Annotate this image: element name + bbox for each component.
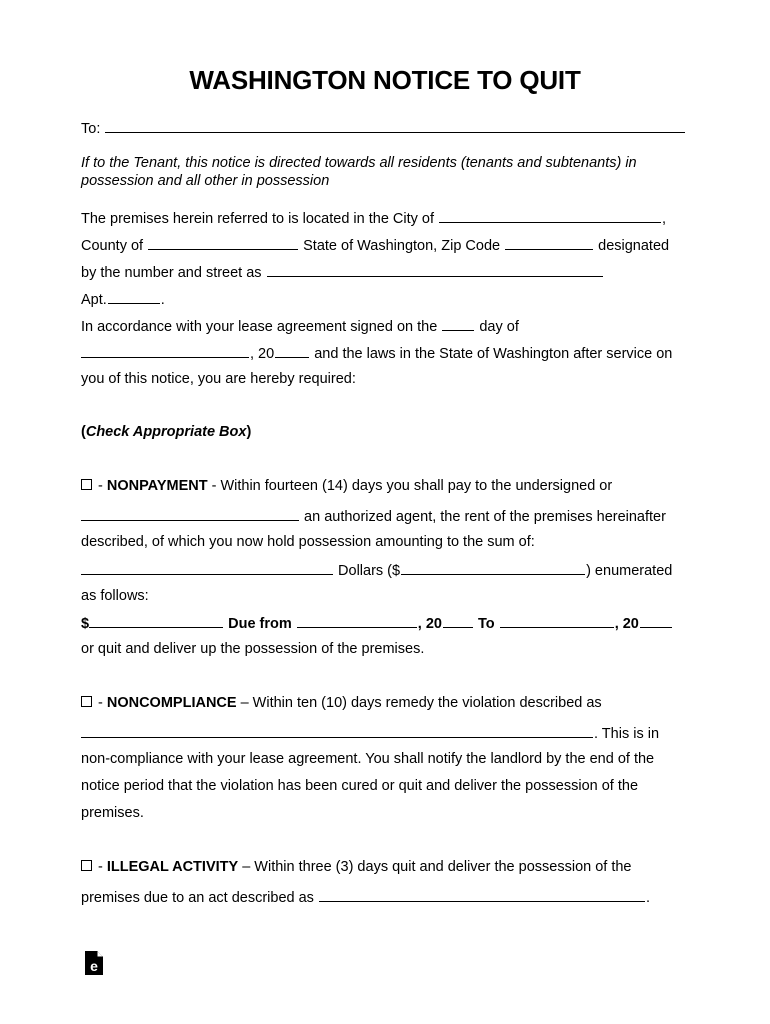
tenant-note: If to the Tenant, this notice is directed towards all residents (tenants and subtenants) in possession and all other in possession [81, 155, 637, 189]
county-label: County of [81, 238, 144, 254]
enumerated-text: ) enumerated [586, 563, 673, 579]
twenty-text-2: , 20 [614, 616, 639, 632]
illegal-text-1: – Within three (3) days quit and deliver the possession of the [238, 859, 632, 875]
due-from-year-blank[interactable] [443, 613, 473, 628]
noncompliance-line-1: - NONCOMPLIANCE – Within ten (10) days remedy the violation described as [81, 694, 602, 712]
eforms-logo-icon [84, 950, 104, 976]
noncompliance-text-3: non-compliance with your lease agreement. You shall notify the landlord by the end of the [81, 751, 655, 767]
designated-text: designated [598, 238, 670, 254]
lease-day-blank[interactable] [442, 316, 474, 331]
day-of-text: day of [479, 319, 519, 335]
nonpayment-line-2 [81, 506, 666, 526]
due-from-text: Due from [228, 616, 292, 632]
nonpayment-text-2: an authorized agent, the rent of the premises hereinafter [304, 509, 666, 525]
as-follows-text: as follows: [81, 588, 149, 604]
nonpayment-line-1: - NONPAYMENT - Within fourteen (14) days you shall pay to the undersigned or [81, 477, 612, 495]
lease-month-blank[interactable] [81, 343, 249, 358]
lease-line [81, 316, 519, 336]
nonpayment-line-4 [81, 560, 672, 580]
year-prefix: , 20 [250, 346, 275, 362]
city-line: The premises herein referred to is located in the City of , [81, 208, 666, 228]
nonpayment-label: NONPAYMENT [106, 478, 208, 494]
to-blank[interactable] [105, 118, 685, 133]
nonpayment-quit-text: or quit and deliver up the possession of the premises. [81, 641, 425, 657]
check-heading: (Check Appropriate Box) [81, 424, 252, 440]
nonpayment-line-6: $ Due from , 20 To , 20 [81, 613, 673, 633]
due-to-blank[interactable] [500, 613, 614, 628]
noncompliance-text-1: – Within ten (10) days remedy the violation described as [236, 695, 602, 711]
illegal-text-2: premises due to an act described as [81, 890, 314, 906]
apt-label: Apt. [81, 292, 107, 308]
nonpayment-text-3: described, of which you now hold possession amounting to the sum of: [81, 534, 535, 550]
noncompliance-text-2: . This is in [594, 726, 660, 742]
agent-blank[interactable] [81, 506, 299, 521]
to-label: To: [81, 121, 101, 137]
sum-words-blank[interactable] [81, 560, 333, 575]
check-heading-text: Check Appropriate Box [85, 424, 247, 440]
noncompliance-text-5: premises. [81, 805, 144, 821]
state-zip-text: State of Washington, Zip Code [303, 238, 501, 254]
svg-text:e: e [90, 958, 98, 974]
illegal-act-blank[interactable] [319, 887, 645, 902]
zip-blank[interactable] [505, 235, 593, 250]
illegal-label: ILLEGAL ACTIVITY [106, 859, 239, 875]
dollars-text: Dollars ($ [338, 563, 401, 579]
noncompliance-text-4: notice period that the violation has been cured or quit and deliver the possession of the [81, 778, 639, 794]
sum-amount-blank[interactable] [401, 560, 585, 575]
to-text: To [478, 616, 495, 632]
violation-blank[interactable] [81, 723, 593, 738]
illegal-checkbox[interactable] [81, 860, 92, 871]
due-to-year-blank[interactable] [640, 613, 672, 628]
county-line [81, 235, 669, 255]
street-blank[interactable] [267, 262, 603, 277]
lease-date-line [81, 343, 672, 363]
city-blank[interactable] [439, 208, 661, 223]
required-text: you of this notice, you are hereby required: [81, 371, 356, 387]
apt-blank[interactable] [108, 289, 160, 304]
apt-line: Apt. . [81, 289, 165, 309]
nonpayment-text-1: - Within fourteen (14) days you shall pay to the undersigned or [207, 478, 613, 494]
due-amount-blank[interactable] [89, 613, 223, 628]
illegal-line-2: premises due to an act described as . [81, 887, 650, 907]
laws-text: and the laws in the State of Washington after service on [314, 346, 673, 362]
noncompliance-label: NONCOMPLIANCE [106, 695, 237, 711]
due-from-blank[interactable] [297, 613, 417, 628]
city-text: The premises herein referred to is located in the City of [81, 211, 434, 227]
nonpayment-checkbox[interactable] [81, 479, 92, 490]
lease-text: In accordance with your lease agreement signed on the [81, 319, 438, 335]
illegal-line-1: - ILLEGAL ACTIVITY – Within three (3) days quit and deliver the possession of the [81, 858, 632, 876]
lease-year-blank[interactable] [275, 343, 309, 358]
street-line [81, 262, 604, 282]
to-line [81, 118, 686, 138]
noncompliance-checkbox[interactable] [81, 696, 92, 707]
street-text: by the number and street as [81, 265, 262, 281]
county-blank[interactable] [148, 235, 298, 250]
twenty-text-1: , 20 [417, 616, 442, 632]
page-title: WASHINGTON NOTICE TO QUIT [189, 65, 581, 95]
noncompliance-line-2 [81, 723, 659, 743]
